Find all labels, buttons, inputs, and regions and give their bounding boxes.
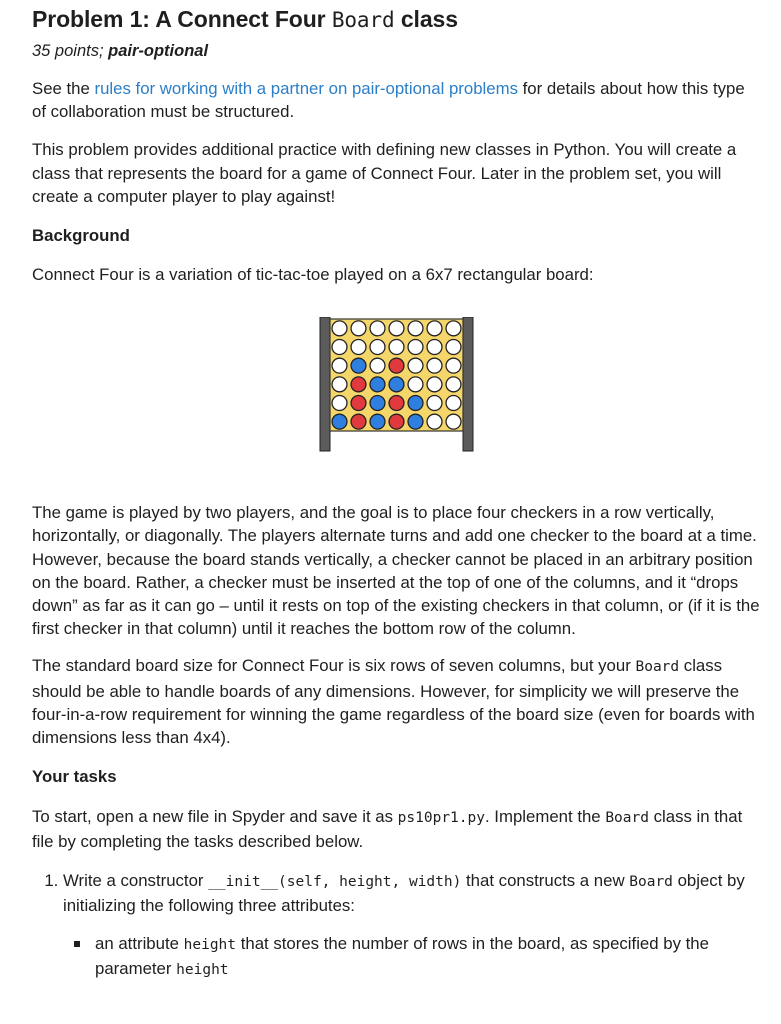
partner-rules-link[interactable]: rules for working with a partner on pair-optional problems — [94, 79, 518, 98]
board-cell-empty-r1-c0 — [332, 340, 347, 355]
code-filename: ps10pr1.py — [397, 810, 485, 827]
background-heading: Background — [32, 226, 130, 246]
board-cell-empty-r0-c4 — [408, 321, 423, 336]
code-height-attr: height — [183, 937, 237, 954]
board-right-leg — [463, 317, 473, 451]
board-cell-red-r2-c3 — [389, 358, 404, 373]
intro-paragraph: This problem provides additional practice with defining new classes in Python. You will create a class that represents the board for a game of Connect Four. Later in the problem set, you will create a computer player to play against! — [32, 140, 737, 206]
board-cell-empty-r2-c0 — [332, 358, 347, 373]
board-cell-blue-r2-c1 — [351, 358, 366, 373]
board-cell-empty-r2-c5 — [427, 358, 442, 373]
connect-four-board-image — [319, 317, 475, 457]
board-figure — [32, 286, 762, 501]
board-cell-blue-r4-c4 — [408, 396, 423, 411]
board-cell-empty-r0-c0 — [332, 321, 347, 336]
board-cell-blue-r5-c2 — [370, 414, 385, 429]
board-cell-empty-r3-c5 — [427, 377, 442, 392]
board-cell-empty-r1-c6 — [446, 340, 461, 355]
board-cell-empty-r0-c3 — [389, 321, 404, 336]
tasks-intro-paragraph: To start, open a new file in Spyder and save it as ps10pr1.py. Implement the Board class in that file by completing the tasks described below. — [32, 807, 743, 852]
board-cell-empty-r0-c5 — [427, 321, 442, 336]
board-cell-empty-r4-c6 — [446, 396, 461, 411]
points-line: 35 points; pair-optional — [32, 42, 209, 60]
board-cell-empty-r3-c4 — [408, 377, 423, 392]
board-cell-empty-r4-c5 — [427, 396, 442, 411]
board-cell-red-r5-c1 — [351, 414, 366, 429]
task-item-1: 1. Write a constructor __init__(self, height, width) that constructs a new Board object by initializing the following three attributes: an attribute height that stores the number of rows in the board, as specified by the parameter height — [63, 869, 762, 983]
board-cell-red-r4-c3 — [389, 396, 404, 411]
board-cell-empty-r1-c4 — [408, 340, 423, 355]
page-title: Problem 1: A Connect Four Board class — [32, 6, 458, 32]
attribute-list — [63, 932, 762, 982]
board-cell-empty-r5-c5 — [427, 414, 442, 429]
board-intro-paragraph: Connect Four is a variation of tic-tac-toe played on a 6x7 rectangular board: — [32, 265, 594, 285]
board-cell-empty-r0-c1 — [351, 321, 366, 336]
board-cell-red-r3-c1 — [351, 377, 366, 392]
page-content — [32, 0, 762, 982]
board-cell-empty-r2-c6 — [446, 358, 461, 373]
code-constructor: __init__(self, height, width) — [208, 873, 462, 890]
attribute-item-height: an attribute height that stores the number of rows in the board, as specified by the parameter height — [95, 932, 762, 982]
board-left-leg — [320, 317, 330, 451]
board-cell-blue-r5-c4 — [408, 414, 423, 429]
tasks-heading: Your tasks — [32, 767, 117, 787]
code-board-object: Board — [629, 873, 673, 890]
board-cell-empty-r1-c1 — [351, 340, 366, 355]
board-cell-empty-r1-c2 — [370, 340, 385, 355]
board-cell-empty-r1-c3 — [389, 340, 404, 355]
title-code: Board — [331, 8, 395, 32]
board-cell-empty-r2-c2 — [370, 358, 385, 373]
partner-paragraph: See the rules for working with a partner on pair-optional problems for details about how this type of collaboration must be structured. — [32, 79, 745, 122]
board-cell-empty-r3-c6 — [446, 377, 461, 392]
board-cell-blue-r4-c2 — [370, 396, 385, 411]
board-cell-empty-r3-c0 — [332, 377, 347, 392]
board-cell-empty-r1-c5 — [427, 340, 442, 355]
board-cell-blue-r5-c0 — [332, 414, 347, 429]
code-height-param: height — [176, 962, 229, 979]
board-cell-empty-r4-c0 — [332, 396, 347, 411]
board-cell-blue-r3-c2 — [370, 377, 385, 392]
board-cell-red-r4-c1 — [351, 396, 366, 411]
board-cell-empty-r2-c4 — [408, 358, 423, 373]
board-cell-empty-r0-c2 — [370, 321, 385, 336]
board-cell-red-r5-c3 — [389, 414, 404, 429]
board-cell-empty-r5-c6 — [446, 414, 461, 429]
code-board: Board — [635, 659, 680, 676]
bullet-icon — [74, 941, 80, 947]
board-cell-empty-r0-c6 — [446, 321, 461, 336]
task-list — [32, 869, 762, 983]
board-size-paragraph: The standard board size for Connect Four is six rows of seven columns, but your Board class should be able to handle boards of any dimensions. However, for simplicity we will preserve the four-in-a-row requirement for winning the game regardless of the board size (even for boards with dimensions less than 4x4). — [32, 656, 755, 748]
rules-paragraph: The game is played by two players, and the goal is to place four checkers in a row vertically, horizontally, or diagonally. The players alternate turns and add one checker to the board at a time. However, because the board stands vertically, a checker cannot be placed in an arbitrary position on the board. Rather, a checker must be inserted at the top of one of the columns, and it “drops down” as far as it can go – until it rests on top of the existing checkers in that column, or (if it is the first checker in that column) until it reaches the bottom row of the column. — [32, 503, 760, 639]
board-cell-blue-r3-c3 — [389, 377, 404, 392]
code-board-class: Board — [605, 810, 649, 827]
